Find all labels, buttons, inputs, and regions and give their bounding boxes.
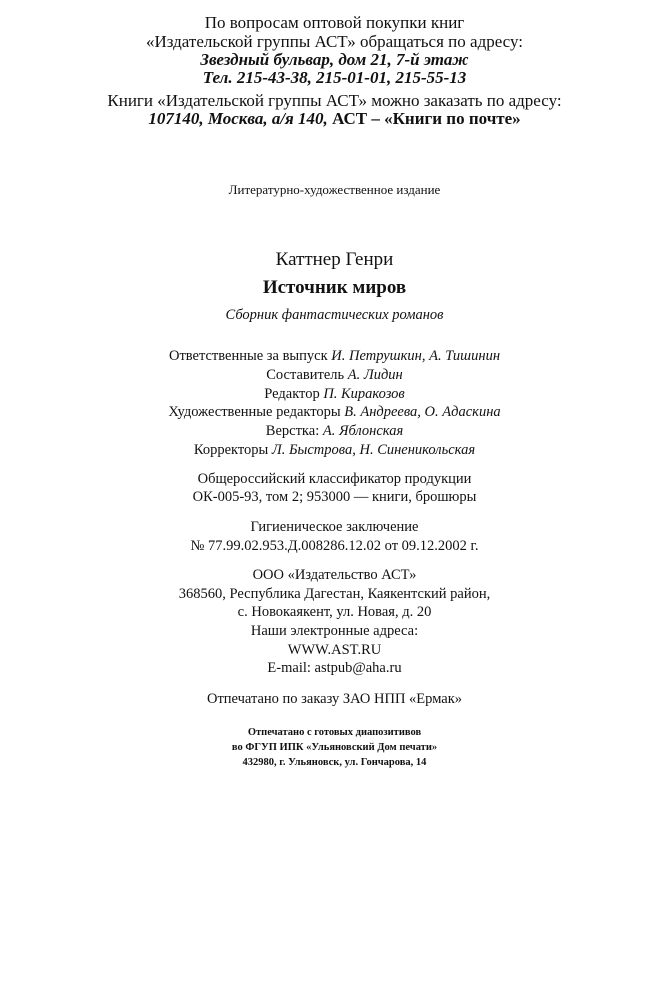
credit-art-editors-role: Художественные редакторы (168, 404, 341, 420)
credit-editor-name: П. Киракозов (323, 386, 405, 402)
classifier-line-2: ОК-005-93, том 2; 953000 — книги, брошюры (192, 489, 477, 505)
wholesale-address: Звездный бульвар, дом 21, 7-й этаж (200, 50, 469, 69)
credit-layout (0, 424, 669, 439)
credit-compiler (0, 368, 669, 383)
publisher-website: WWW.AST.RU (287, 642, 382, 658)
credit-layout-role: Верстка: (265, 423, 320, 439)
printed-order: Отпечатано по заказу ЗАО НПП «Ермак» (206, 691, 463, 707)
hygiene-line-1: Гигиеническое заключение (250, 519, 419, 535)
book-subtitle: Сборник фантастических романов (225, 307, 444, 323)
hygiene-line-2: № 77.99.02.953.Д.008286.12.02 от 09.12.2002 г. (190, 538, 479, 554)
credit-compiler-role: Составитель (266, 367, 345, 383)
printing-line-1: Отпечатано с готовых диапозитивов (247, 727, 422, 738)
author: Каттнер Генри (275, 249, 394, 270)
publisher-address-1: 368560, Республика Дагестан, Каякентский район, (178, 586, 491, 602)
credit-compiler-name: А. Лидин (347, 367, 403, 383)
credit-editor-role: Редактор (264, 386, 320, 402)
book-title: Источник миров (262, 277, 407, 298)
order-address-service: АСТ – «Книги по почте» (332, 109, 521, 128)
publisher-email: E-mail: astpub@aha.ru (267, 660, 402, 676)
credit-responsible (0, 349, 669, 364)
credit-responsible-role: Ответственные за выпуск (168, 348, 328, 364)
printing-line-2: во ФГУП ИПК «Ульяновский Дом печати» (231, 742, 438, 753)
publisher-email-heading: Наши электронные адреса: (250, 623, 419, 639)
wholesale-line-1: По вопросам оптовой покупки книг (204, 13, 465, 32)
order-address-mailbox: 107140, Москва, а/я 140, (148, 109, 328, 128)
publisher-name: ООО «Издательство АСТ» (252, 567, 417, 583)
order-line: Книги «Издательской группы АСТ» можно заказать по адресу: (107, 91, 562, 110)
credit-responsible-names: И. Петрушкин, А. Тишинин (331, 348, 501, 364)
printing-line-3: 432980, г. Ульяновск, ул. Гончарова, 14 (242, 757, 427, 768)
edition-type: Литературно-художественное издание (228, 182, 441, 197)
classifier-line-1: Общероссийский классификатор продукции (197, 471, 472, 487)
credit-proofreaders-role: Корректоры (193, 442, 269, 458)
credit-proofreaders (0, 443, 669, 458)
wholesale-phones: Тел. 215-43-38, 215-01-01, 215-55-13 (202, 68, 467, 87)
order-address (0, 110, 669, 127)
credit-art-editors (0, 405, 669, 420)
credit-layout-name: А. Яблонская (322, 423, 404, 439)
credit-editor (0, 387, 669, 402)
publisher-address-2: с. Новокаякент, ул. Новая, д. 20 (237, 604, 432, 620)
credit-proofreaders-names: Л. Быстрова, Н. Синеникольская (271, 442, 476, 458)
credit-art-editors-names: В. Андреева, О. Адаскина (344, 404, 501, 420)
wholesale-line-2: «Издательской группы АСТ» обращаться по адресу: (145, 32, 524, 51)
